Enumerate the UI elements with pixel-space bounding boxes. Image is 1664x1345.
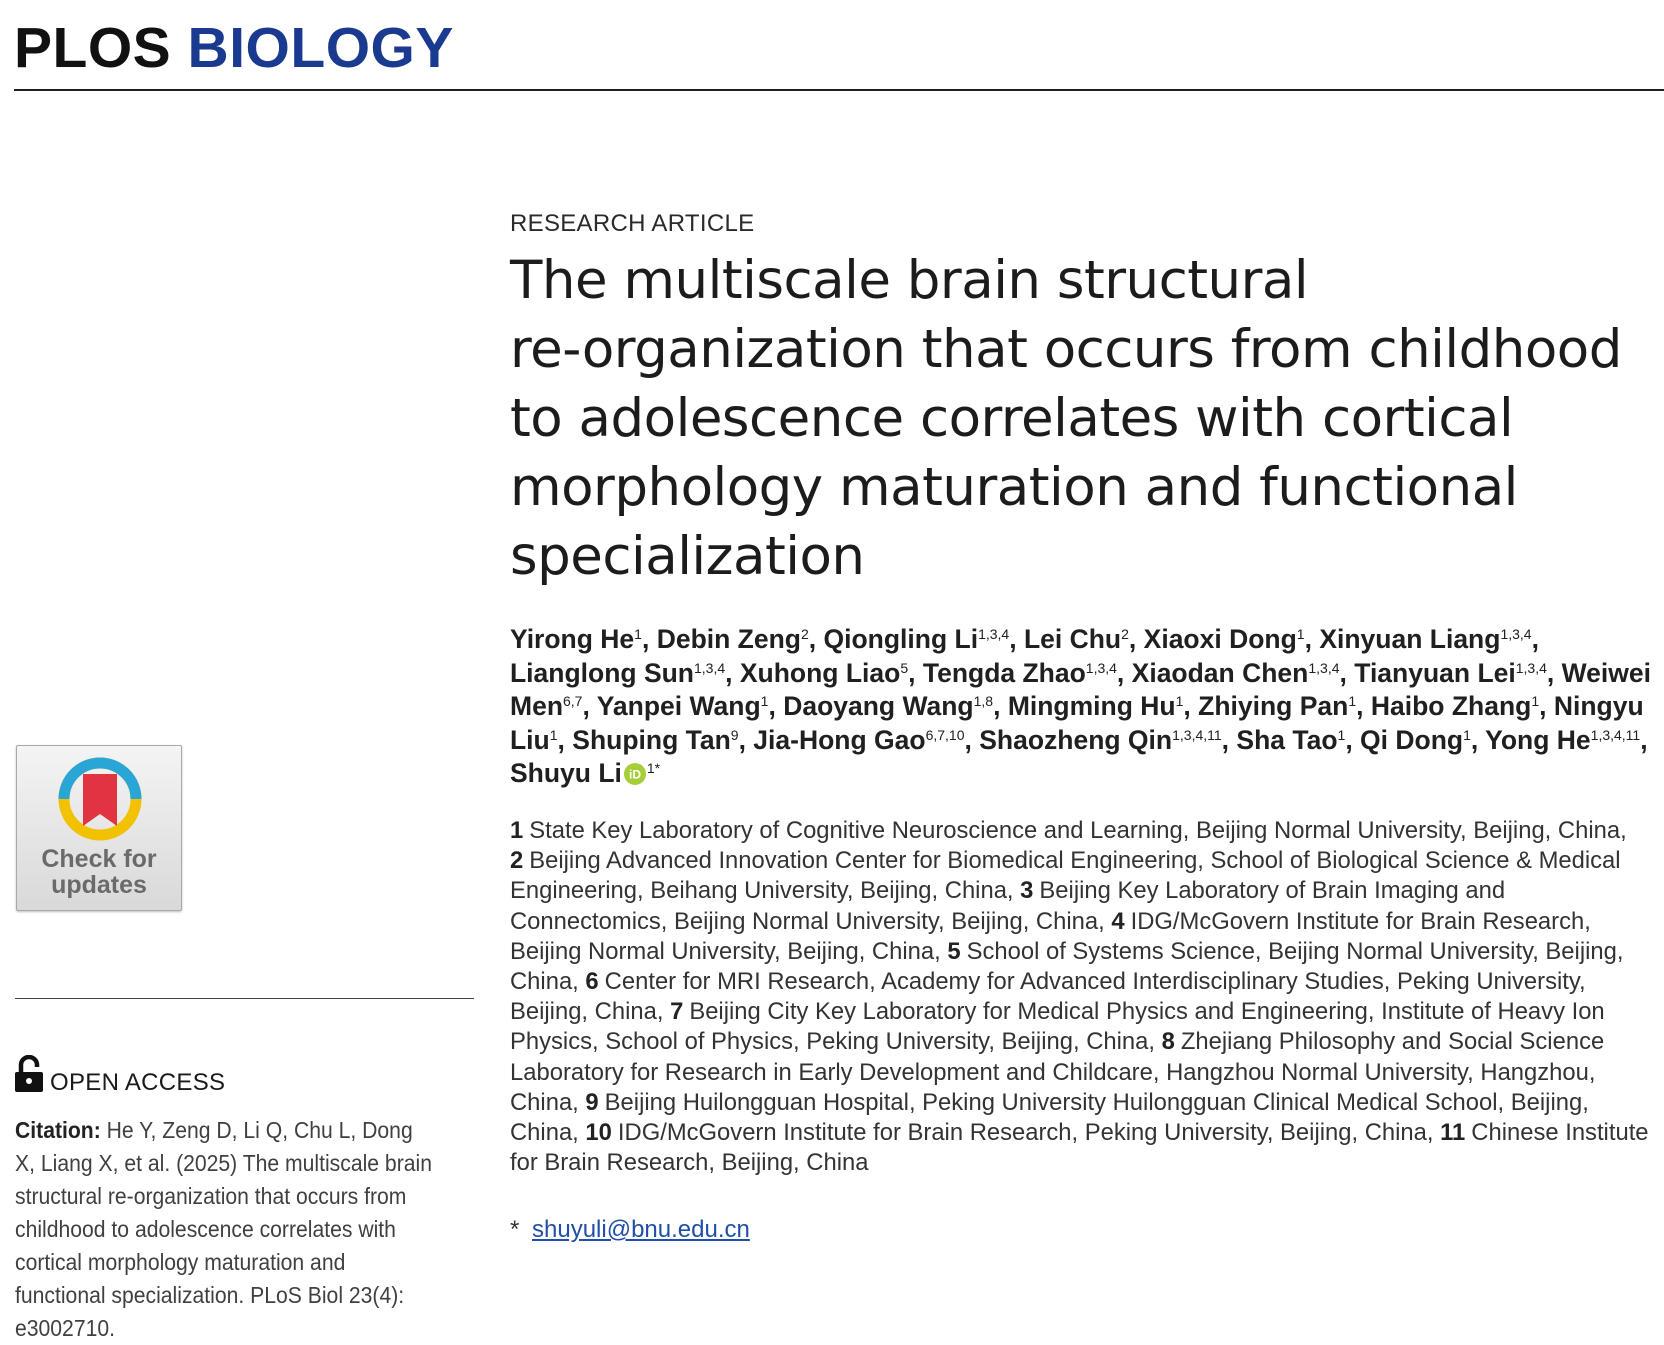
affiliation-number: 4: [1111, 907, 1125, 935]
author-item: Jia-Hong Gao$^{6,7,10}$,: [753, 724, 980, 755]
author-item: Ningyu Liu$^1$,: [510, 691, 1644, 755]
author-affiliation-marker: 1: [1463, 726, 1471, 743]
affiliation-number: 11: [1440, 1119, 1466, 1147]
author-name[interactable]: Sha Tao: [1236, 724, 1338, 755]
title-line: to adolescence correlates with cortical: [510, 388, 1514, 449]
author-item: Weiwei Men$^{6,7}$,: [510, 657, 1651, 721]
author-affiliation-marker: 1: [549, 726, 558, 743]
author-item: Yanpei Wang$^1$,: [596, 691, 784, 721]
author-affiliation-marker: 1,3,4: [694, 659, 726, 676]
check-for-updates-button[interactable]: [16, 745, 182, 911]
orcid-icon[interactable]: [623, 762, 647, 786]
author-item: Haibo Zhang$^1$,: [1370, 691, 1554, 721]
author-item: Daoyang Wang$^{1,8}$,: [783, 691, 1008, 721]
corresponding-email-link[interactable]: shuyuli@bnu.edu.cn: [532, 1216, 750, 1243]
affiliation-text: IDG/McGovern Institute for Brain Research, Beijing Normal University, Beijing, China,: [510, 907, 1591, 965]
author-affiliation-marker: 1,3,4: [1085, 659, 1117, 676]
author-item: Shuping Tan$^9$,: [572, 724, 754, 755]
author-item: Lei Chu$^2$,: [1023, 624, 1144, 654]
author-affiliation-marker: 6,7,10: [925, 726, 965, 743]
open-access-label: OPEN ACCESS: [50, 1069, 226, 1096]
author-item: Xinyuan Liang$^{1,3,4}$,: [1319, 624, 1539, 654]
author-affiliation-marker: 1: [760, 693, 769, 709]
author-name[interactable]: Mingming Hu: [1007, 691, 1176, 721]
affiliation-number: 3: [1020, 877, 1034, 905]
masthead-divider: [14, 89, 1664, 91]
affiliation-text: Center for MRI Research, Academy for Advanced Interdisciplinary Studies, Peking University, Beijing, China,: [510, 968, 1586, 1026]
author-item: Lianglong Sun$^{1,3,4}$,: [510, 657, 740, 688]
author-name[interactable]: Yanpei Wang: [596, 691, 761, 721]
author-item: Sha Tao$^1$,: [1236, 724, 1361, 755]
affiliation-number: 5: [947, 937, 961, 965]
citation-text: He Y, Zeng D, Li Q, Chu L, Dong X, Liang X, et al. (2025) The multiscale brain structural re-organization that occurs from childhood to adolescence correlates with cortical morphology maturation and functional specialization. PLoS Biol 23(4): e3002710.: [15, 1117, 432, 1341]
affiliation-text: Beijing Key Laboratory of Brain Imaging and Connectomics, Beijing Normal University, Beijing, China,: [510, 877, 1506, 935]
check-for-updates-line2: updates: [51, 871, 147, 899]
author-name[interactable]: Qiongling Li: [823, 624, 979, 654]
author-name[interactable]: Yirong He: [510, 624, 635, 654]
author-affiliation-marker: 1,3,4: [1500, 626, 1532, 642]
author-item: Tengda Zhao$^{1,3,4}$,: [922, 657, 1132, 688]
author-affiliation-marker: 5: [900, 659, 909, 676]
journal-name-plos: PLOS: [14, 16, 172, 80]
author-name[interactable]: Qi Dong: [1360, 724, 1464, 755]
journal-masthead: [14, 14, 1664, 86]
check-for-updates-line1: Check for: [41, 845, 157, 873]
author-name[interactable]: Debin Zeng: [656, 624, 801, 654]
affiliation-text: Zhejiang Philosophy and Social Science Laboratory for Research in Early Development and Childcare, Hangzhou Normal University, Hangzhou, China,: [510, 1028, 1605, 1116]
author-name[interactable]: Xiaodan Chen: [1131, 657, 1309, 688]
title-line: re-organization that occurs from childhood: [510, 319, 1622, 380]
author-affiliation-marker: 1: [1175, 693, 1184, 709]
author-name[interactable]: Shuyu Li: [510, 758, 622, 788]
author-item: Xiaoxi Dong$^1$,: [1143, 624, 1320, 654]
author-list: [510, 623, 1660, 791]
author-name[interactable]: Yong He: [1485, 724, 1591, 755]
author-affiliation-marker: 1: [1337, 726, 1346, 743]
author-item: Debin Zeng$^2$,: [656, 624, 824, 654]
affiliation-text: Beijing City Key Laboratory for Medical Physics and Engineering, Institute of Heavy Ion Physics, School of Physics, Peking University, Beijing, China,: [510, 998, 1605, 1056]
author-affiliation-marker: 2: [1121, 626, 1129, 642]
author-item: Xuhong Liao$^5$,: [739, 657, 923, 688]
author-item: [510, 758, 660, 788]
affiliation-text: State Key Laboratory of Cognitive Neuroscience and Learning, Beijing Normal University, Beijing, China,: [529, 817, 1627, 844]
author-item: Yirong He$^1$,: [510, 624, 657, 654]
author-name[interactable]: Ningyu Liu: [510, 691, 1644, 755]
author-item: Xiaodan Chen$^{1,3,4}$,: [1131, 657, 1355, 688]
author-name[interactable]: Shaozheng Qin: [979, 724, 1173, 755]
article-type-label: RESEARCH ARTICLE: [510, 210, 755, 237]
check-for-updates-label: [17, 846, 181, 898]
author-item: Qi Dong$^1$,: [1360, 724, 1486, 755]
author-affiliation-marker: 1,3,4: [1515, 659, 1547, 676]
author-name[interactable]: Haibo Zhang: [1370, 691, 1532, 721]
citation-block: [15, 1114, 434, 1345]
affiliation-text: IDG/McGovern Institute for Brain Research, Peking University, Beijing, China,: [617, 1119, 1434, 1147]
affiliation-text: School of Systems Science, Beijing Normal University, Beijing, China,: [510, 937, 1624, 996]
author-affiliation-marker: 1: [1296, 626, 1305, 642]
affiliation-number: 1: [510, 817, 524, 844]
journal-name-biology: BIOLOGY: [187, 16, 454, 80]
author-item: Zhiying Pan$^1$,: [1198, 691, 1371, 721]
title-line: morphology maturation and functional: [510, 457, 1518, 518]
author-name[interactable]: Xiaoxi Dong: [1143, 624, 1297, 654]
author-affiliation-marker: 6,7: [563, 693, 583, 709]
author-affiliation-marker: 1: [1348, 693, 1357, 709]
author-item: Qiongling Li$^{1,3,4}$,: [823, 624, 1024, 654]
affiliation-text: Beijing Huilongguan Hospital, Peking University Huilongguan Clinical Medical School, Beijing, China,: [510, 1088, 1589, 1147]
author-affiliation-marker: 1,3,4,11: [1172, 726, 1222, 743]
author-affiliation-marker: 1,3,4,11: [1590, 726, 1641, 743]
affiliation-item: [510, 817, 1627, 844]
author-name[interactable]: Xinyuan Liang: [1319, 624, 1501, 654]
title-line: specialization: [510, 526, 865, 587]
author-affiliation-marker: 9: [730, 726, 739, 743]
author-name[interactable]: Lianglong Sun: [510, 657, 694, 688]
check-for-updates-icon: [55, 754, 145, 844]
title-line: The multiscale brain structural: [510, 250, 1309, 311]
author-affiliation-marker: 1*: [646, 760, 661, 776]
affiliation-item: [585, 1119, 1440, 1146]
affiliation-text: Beijing Advanced Innovation Center for Biomedical Engineering, School of Biological Science & Medical Engineering, Beihang University, Beijing, China,: [510, 847, 1621, 905]
author-affiliation-marker: 1,3,4: [1308, 659, 1340, 676]
svg-text:iD: iD: [628, 767, 641, 782]
author-name[interactable]: Jia-Hong Gao: [753, 724, 926, 755]
author-affiliation-marker: 1,8: [973, 693, 994, 709]
author-affiliation-marker: 1,3,4: [978, 626, 1010, 642]
author-name[interactable]: Shuping Tan: [572, 724, 731, 755]
affiliation-list: [510, 816, 1660, 1178]
author-name[interactable]: Lei Chu: [1023, 624, 1122, 654]
article-title: [510, 246, 1660, 591]
sidebar-divider: [15, 998, 474, 999]
citation-label: Citation:: [15, 1117, 101, 1143]
affiliation-number: 2: [510, 847, 524, 875]
affiliation-number: 8: [1161, 1028, 1175, 1056]
affiliation-number: 9: [585, 1088, 599, 1116]
affiliation-number: 6: [585, 968, 599, 996]
author-affiliation-marker: 1: [1531, 693, 1540, 709]
author-name[interactable]: Tengda Zhao: [922, 657, 1086, 688]
correspondence-marker: *: [510, 1216, 520, 1243]
author-item: Tianyuan Lei$^{1,3,4}$,: [1354, 657, 1562, 688]
author-name[interactable]: Zhiying Pan: [1198, 691, 1349, 721]
correspondence: [510, 1216, 750, 1244]
author-name[interactable]: Tianyuan Lei: [1354, 657, 1516, 688]
author-name[interactable]: Xuhong Liao: [739, 657, 901, 688]
author-item: Mingming Hu$^1$,: [1007, 691, 1199, 721]
affiliation-number: 7: [670, 998, 684, 1026]
open-lock-icon: [14, 1055, 44, 1093]
journal-logo[interactable]: [14, 16, 454, 80]
affiliation-text: Chinese Institute for Brain Research, Beijing, China: [510, 1119, 1649, 1177]
author-item: Shaozheng Qin$^{1,3,4,11}$,: [979, 724, 1237, 755]
author-name[interactable]: Weiwei Men: [510, 657, 1651, 721]
affiliation-number: 10: [585, 1119, 612, 1147]
author-affiliation-marker: 2: [800, 626, 809, 642]
author-name[interactable]: Daoyang Wang: [783, 691, 974, 721]
author-item: Yong He$^{1,3,4,11}$,: [1485, 724, 1648, 755]
author-affiliation-marker: 1: [634, 626, 642, 642]
